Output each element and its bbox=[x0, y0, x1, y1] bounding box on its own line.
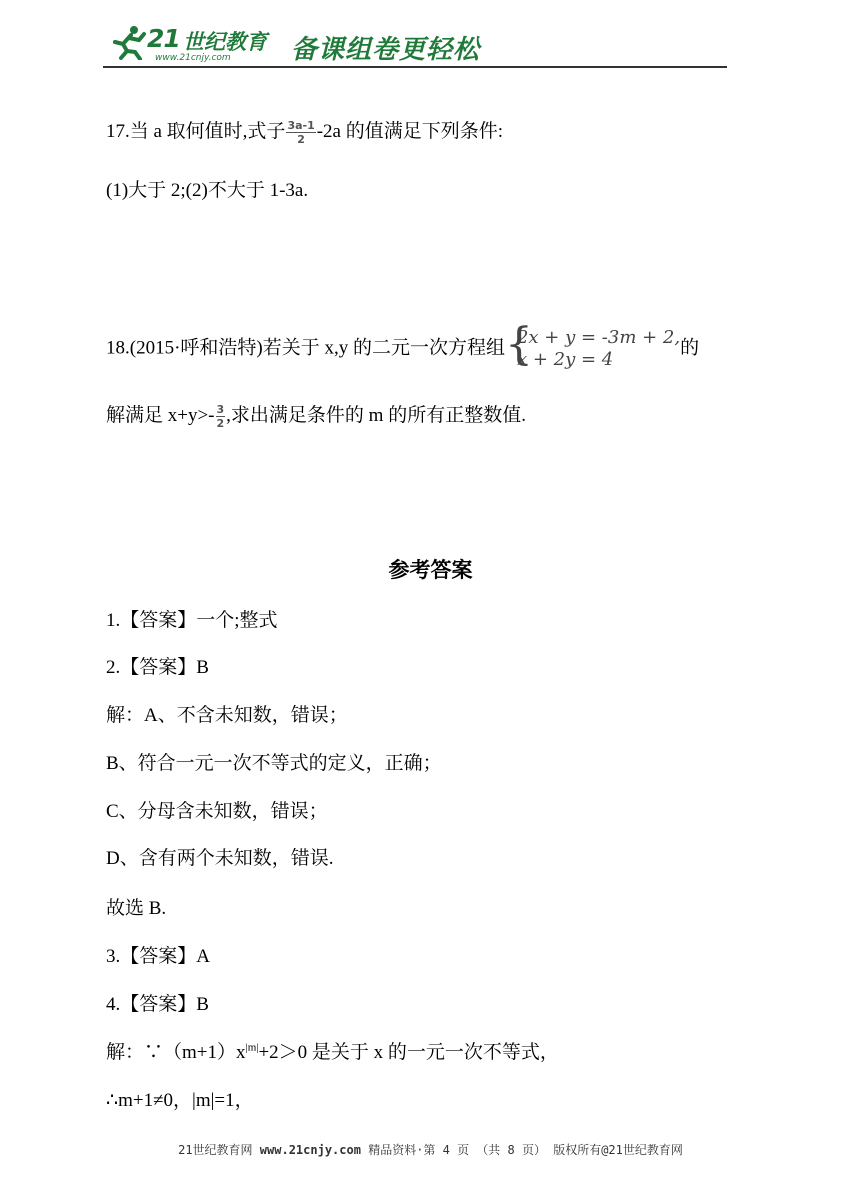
equation-2: x + 2y = 4 bbox=[516, 349, 614, 370]
question-18-line2: 解满足 x+y>- $\frac{3}{2}$ ,求出满足条件的 m 的所有正整数值. bbox=[106, 403, 526, 431]
q18-suffix: 的 bbox=[680, 337, 700, 359]
answer-line: 4.【答案】B bbox=[106, 994, 209, 1015]
equation-1: 2x + y = -3m + 2, bbox=[516, 327, 681, 348]
q17-fraction: $\frac{3a-1}{2}$ bbox=[287, 119, 315, 147]
answer-line: D、含有两个未知数，错误. bbox=[106, 848, 334, 869]
answer-line: 解：A、不含未知数，错误； bbox=[106, 705, 348, 726]
answer-line: 故选 B. bbox=[106, 898, 167, 919]
answers-title: 参考答案 bbox=[388, 558, 473, 582]
logo-number: 21 bbox=[147, 24, 180, 53]
logo-url: www.21cnjy.com bbox=[155, 53, 231, 63]
logo-text: 世纪教育 bbox=[183, 30, 267, 54]
brace-icon: { bbox=[504, 319, 533, 370]
footer-url[interactable]: www.21cnjy.com bbox=[259, 1143, 361, 1157]
answer-line: 1.【答案】一个;整式 bbox=[106, 610, 278, 631]
question-18-line1 bbox=[106, 319, 700, 371]
footer-site: 21世纪教育网 bbox=[178, 1143, 253, 1157]
q17-prefix: 17.当 a 取何值时,式子 bbox=[106, 121, 286, 142]
page-footer bbox=[0, 1141, 861, 1158]
question-17-line1 bbox=[106, 116, 503, 146]
equation-system bbox=[504, 319, 681, 371]
q18-fraction: $\frac{3}{2}$ bbox=[216, 403, 225, 431]
answer-line: ∴m+1≠0，|m|=1， bbox=[106, 1090, 254, 1111]
answer-line: 2.【答案】B bbox=[106, 657, 209, 678]
page-header bbox=[103, 20, 727, 72]
q18-prefix: 18.(2015·呼和浩特)若关于 x,y 的二元一次方程组 bbox=[106, 337, 505, 359]
q17-suffix: -2a 的值满足下列条件: bbox=[316, 121, 504, 142]
footer-info: 精品资料·第 4 页 （共 8 页） 版权所有@21世纪教育网 bbox=[368, 1143, 683, 1157]
question-17-line2: (1)大于 2;(2)不大于 1-3a. bbox=[106, 180, 309, 201]
answer-line: C、分母含未知数，错误； bbox=[106, 801, 328, 822]
answer-line: 解：$\because(m+1)x^{|m|}+2>0$ 是关于 x 的一元一次不等式， bbox=[106, 1041, 559, 1063]
answer-line: B、符合一元一次不等式的定义，正确； bbox=[106, 753, 442, 774]
header-slogan: 备课组卷更轻松 bbox=[291, 35, 481, 65]
header-divider bbox=[103, 66, 727, 68]
runner-logo-icon bbox=[107, 24, 147, 60]
answer-line: 3.【答案】A bbox=[106, 946, 210, 967]
